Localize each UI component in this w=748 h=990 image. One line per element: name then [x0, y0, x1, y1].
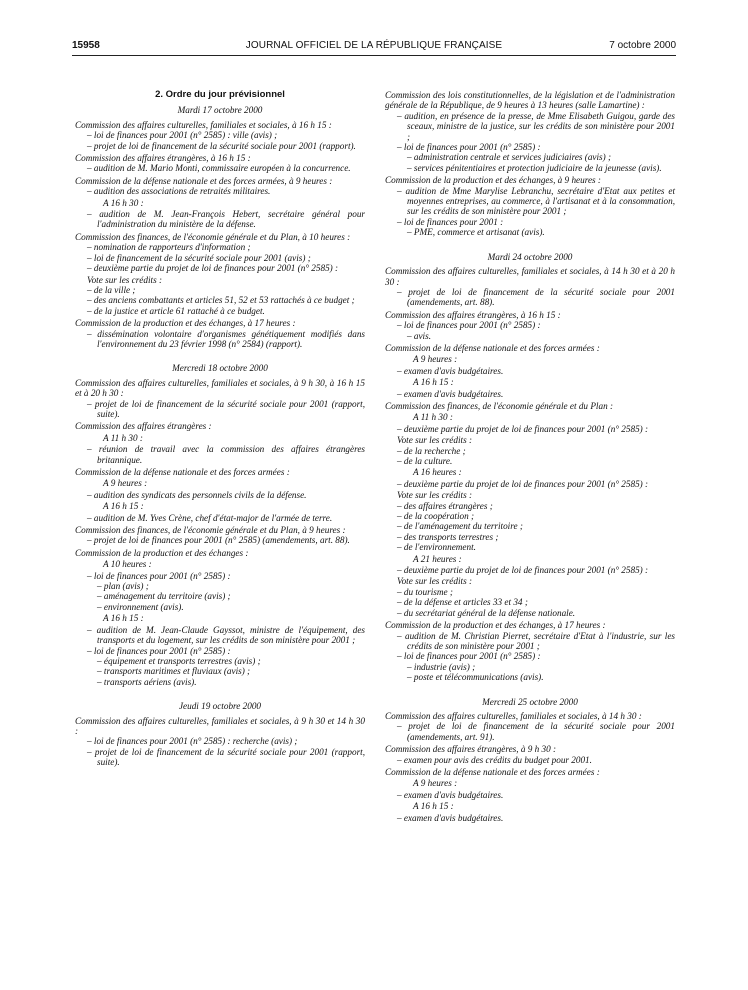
- vote-item: – du secrétariat général de la défense nationale.: [397, 607, 576, 618]
- agenda-item: – dissémination volontaire d'organismes génétiquement modifiés dans l'environnement du 23 février 1998 (n° 2584) (rapport).: [87, 328, 365, 349]
- agenda-subitem: – plan (avis) ;: [97, 581, 149, 592]
- agenda-item: – deuxième partie du projet de loi de finances pour 2001 (n° 2585) :: [397, 478, 649, 489]
- committee-line: Commission des affaires culturelles, familiales et sociales, à 9 h 30 et 14 h 30 :: [75, 715, 365, 736]
- agenda-item: – audition de M. Christian Pierret, secrétaire d'Etat à l'industrie, sur les crédits de son ministère pour 2001 ;: [397, 630, 675, 651]
- time-slot: A 16 h 15 :: [103, 501, 144, 512]
- header-rule: [72, 55, 676, 56]
- agenda-subitem: – aménagement du territoire (avis) ;: [97, 591, 231, 602]
- right-column: [385, 90, 675, 823]
- vote-item: – des affaires étrangères ;: [397, 500, 493, 511]
- time-slot: A 16 heures :: [413, 467, 462, 478]
- agenda-subitem: – équipement et transports terrestres (avis) ;: [97, 655, 261, 666]
- agenda-item: – loi de finances pour 2001 (n° 2585) :: [397, 320, 541, 331]
- vote-item: – des transports terrestres ;: [397, 531, 499, 542]
- agenda-item: – examen d'avis budgétaires.: [397, 789, 504, 800]
- agenda-subitem: – transports aériens (avis).: [97, 676, 197, 687]
- issue-date: 7 octobre 2000: [609, 40, 676, 51]
- vote-item: – de l'environnement.: [397, 542, 476, 553]
- vote-heading: Vote sur les crédits :: [397, 490, 473, 501]
- agenda-item: – loi de finances pour 2001 (n° 2585) :: [87, 645, 231, 656]
- committee-line: Commission des affaires culturelles, familiales et sociales, à 9 h 30, à 16 h 15 et à 20 h 30 :: [75, 377, 365, 399]
- left-column: [75, 86, 365, 768]
- committee-line: Commission de la production et des échanges :: [75, 547, 249, 558]
- time-slot: A 16 h 15 :: [413, 801, 454, 812]
- committee-line: Commission des affaires étrangères, à 9 h 30 :: [385, 744, 557, 755]
- day-heading: Mercredi 25 octobre 2000: [482, 696, 578, 707]
- committee-line: Commission des affaires culturelles, familiales et sociales, à 14 h 30 et à 20 h 30 :: [385, 266, 675, 287]
- committee-line: Commission de la production et des échanges, à 9 heures :: [385, 175, 601, 186]
- vote-item: – de la recherche ;: [397, 445, 466, 456]
- time-slot: A 9 heures :: [103, 478, 148, 489]
- agenda-item: – audition de M. Jean-Claude Gayssot, ministre de l'équipement, des transports et du logement, sur les crédits de son ministère pour 2001 ;: [87, 624, 365, 646]
- agenda-item: – examen d'avis budgétaires.: [397, 388, 504, 399]
- vote-item: – de la coopération ;: [397, 511, 475, 522]
- agenda-item: – loi de finances pour 2001 :: [397, 216, 504, 227]
- committee-line: Commission des finances, de l'économie générale et du Plan :: [385, 400, 614, 411]
- page-number: 15958: [72, 40, 100, 51]
- agenda-subitem: – administration centrale et services judiciaires (avis) ;: [407, 152, 612, 163]
- page-header: [72, 40, 676, 54]
- agenda-subitem: – PME, commerce et artisanat (avis).: [407, 227, 545, 238]
- committee-line: Commission des finances, de l'économie générale et du Plan, à 9 heures :: [75, 525, 346, 536]
- agenda-item: – audition, en présence de la presse, de Mme Elisabeth Guigou, garde des sceaux, ministre de la justice, sur les crédits de son ministère pour 2001 ;: [397, 110, 675, 142]
- agenda-item: – projet de loi de finances pour 2001 (n° 2585) (amendements, art. 88).: [87, 535, 350, 546]
- agenda-subitem: – environnement (avis).: [97, 601, 184, 612]
- time-slot: A 21 heures :: [413, 553, 462, 564]
- vote-heading: Vote sur les crédits :: [87, 274, 163, 285]
- agenda-item: – projet de loi de financement de la sécurité sociale pour 2001 (rapport).: [87, 140, 356, 151]
- time-slot: A 16 h 15 :: [103, 613, 144, 624]
- agenda-subitem: – poste et télécommunications (avis).: [407, 672, 544, 683]
- vote-item: – de la défense et articles 33 et 34 ;: [397, 597, 528, 608]
- agenda-item: – loi de finances pour 2001 (n° 2585) : ville (avis) ;: [87, 130, 278, 141]
- agenda-item: – nomination de rapporteurs d'information ;: [87, 242, 251, 253]
- committee-line: Commission de la défense nationale et des forces armées :: [385, 342, 600, 353]
- vote-heading: Vote sur les crédits :: [397, 435, 473, 446]
- day-heading: Mardi 24 octobre 2000: [487, 251, 573, 262]
- agenda-item: – réunion de travail avec la commission des affaires étrangères britannique.: [87, 444, 365, 465]
- day-heading: Jeudi 19 octobre 2000: [178, 701, 262, 712]
- committee-line: Commission de la défense nationale et des forces armées :: [385, 766, 600, 777]
- agenda-item: – projet de loi de financement de la sécurité sociale pour 2001 (amendements, art. 88).: [397, 286, 675, 308]
- vote-item: – de la culture.: [397, 456, 453, 466]
- agenda-subitem: – industrie (avis) ;: [407, 661, 476, 672]
- committee-line: Commission des affaires étrangères, à 16 h 15 :: [385, 309, 561, 320]
- vote-item: – du tourisme ;: [397, 586, 453, 597]
- vote-item: – de l'aménagement du territoire ;: [397, 521, 523, 532]
- agenda-item: – audition des associations de retraités militaires.: [87, 186, 271, 197]
- agenda-item: – deuxième partie du projet de loi de finances pour 2001 (n° 2585) :: [397, 565, 649, 576]
- agenda-subitem: – avis.: [407, 330, 431, 341]
- time-slot: A 9 heures :: [413, 354, 458, 365]
- journal-title: JOURNAL OFFICIEL DE LA RÉPUBLIQUE FRANÇAISE: [245, 40, 503, 51]
- agenda-item: – examen d'avis budgétaires.: [397, 812, 504, 823]
- section-title: 2. Ordre du jour prévisionnel: [155, 89, 285, 100]
- day-heading: Mercredi 18 octobre 2000: [172, 363, 268, 374]
- committee-line: Commission des affaires culturelles, familiales et sociales, à 14 h 30 :: [385, 710, 642, 721]
- agenda-item: – audition des syndicats des personnels civils de la défense.: [87, 489, 307, 500]
- agenda-subitem: – transports maritimes et fluviaux (avis) ;: [97, 666, 251, 677]
- vote-item: – de la justice et article 61 rattaché à ce budget.: [87, 305, 265, 316]
- agenda-item: – examen pour avis des crédits du budget pour 2001.: [397, 754, 592, 765]
- agenda-item: – deuxième partie du projet de loi de finances pour 2001 (n° 2585) :: [87, 263, 339, 274]
- vote-heading: Vote sur les crédits :: [397, 576, 473, 587]
- agenda-item: – deuxième partie du projet de loi de finances pour 2001 (n° 2585) :: [397, 423, 649, 434]
- agenda-subitem: – services pénitentiaires et protection judiciaire de la jeunesse (avis).: [407, 162, 662, 173]
- day-heading: Mardi 17 octobre 2000: [177, 105, 263, 116]
- agenda-item: – loi de finances pour 2001 (n° 2585) :: [87, 570, 231, 581]
- committee-line: Commission de la défense nationale et des forces armées :: [75, 467, 290, 477]
- agenda-item: – loi de finances pour 2001 (n° 2585) : recherche (avis) ;: [87, 736, 298, 747]
- agenda-item: – loi de financement de la sécurité sociale pour 2001 (avis) ;: [87, 252, 311, 263]
- agenda-item: – loi de finances pour 2001 (n° 2585) :: [397, 651, 541, 662]
- agenda-item: – examen d'avis budgétaires.: [397, 365, 504, 376]
- agenda-item: – projet de loi de financement de la sécurité sociale pour 2001 (rapport, suite).: [87, 746, 365, 768]
- time-slot: A 10 heures :: [103, 559, 152, 570]
- agenda-item: – projet de loi de financement de la sécurité sociale pour 2001 (rapport, suite).: [87, 398, 365, 419]
- agenda-item: – audition de Mme Marylise Lebranchu, secrétaire d'Etat aux petites et moyennes entreprises, au commerce, à l'artisanat et à la consommation, sur les crédits de son ministère pour 2001 ;: [397, 185, 675, 217]
- time-slot: A 11 h 30 :: [103, 432, 143, 443]
- agenda-item: – audition de M. Yves Crène, chef d'état-major de l'armée de terre.: [87, 512, 333, 523]
- committee-line: Commission de la production et des échanges, à 17 heures :: [385, 620, 606, 631]
- time-slot: A 11 h 30 :: [413, 412, 453, 423]
- time-slot: A 16 h 15 :: [413, 377, 454, 388]
- committee-line: Commission des affaires étrangères :: [75, 421, 212, 432]
- committee-line: Commission des affaires culturelles, familiales et sociales, à 16 h 15 :: [75, 119, 332, 130]
- committee-line: Commission des lois constitutionnelles, de la législation et de l'administration générale de la République, de 9 heures à 13 heures (salle Lamartine) :: [385, 90, 675, 111]
- committee-line: Commission de la défense nationale et des forces armées, à 9 heures :: [75, 175, 333, 186]
- committee-line: Commission des finances, de l'économie générale et du Plan, à 10 heures :: [75, 231, 351, 242]
- vote-item: – de la ville ;: [87, 284, 136, 295]
- agenda-item: – audition de M. Mario Monti, commissaire européen à la concurrence.: [87, 163, 351, 174]
- committee-line: Commission des affaires étrangères, à 16 h 15 :: [75, 153, 251, 164]
- agenda-item: – loi de finances pour 2001 (n° 2585) :: [397, 142, 541, 153]
- agenda-item: – audition de M. Jean-François Hebert, secrétaire général pour l'administration du ministère de la défense.: [87, 209, 365, 230]
- time-slot: A 16 h 30 :: [103, 197, 144, 208]
- time-slot: A 9 heures :: [413, 778, 458, 789]
- agenda-item: – projet de loi de financement de la sécurité sociale pour 2001 (amendements, art. 91).: [397, 721, 675, 742]
- committee-line: Commission de la production et des échanges, à 17 heures :: [75, 318, 296, 329]
- vote-item: – des anciens combattants et articles 51, 52 et 53 rattachés à ce budget ;: [87, 295, 355, 306]
